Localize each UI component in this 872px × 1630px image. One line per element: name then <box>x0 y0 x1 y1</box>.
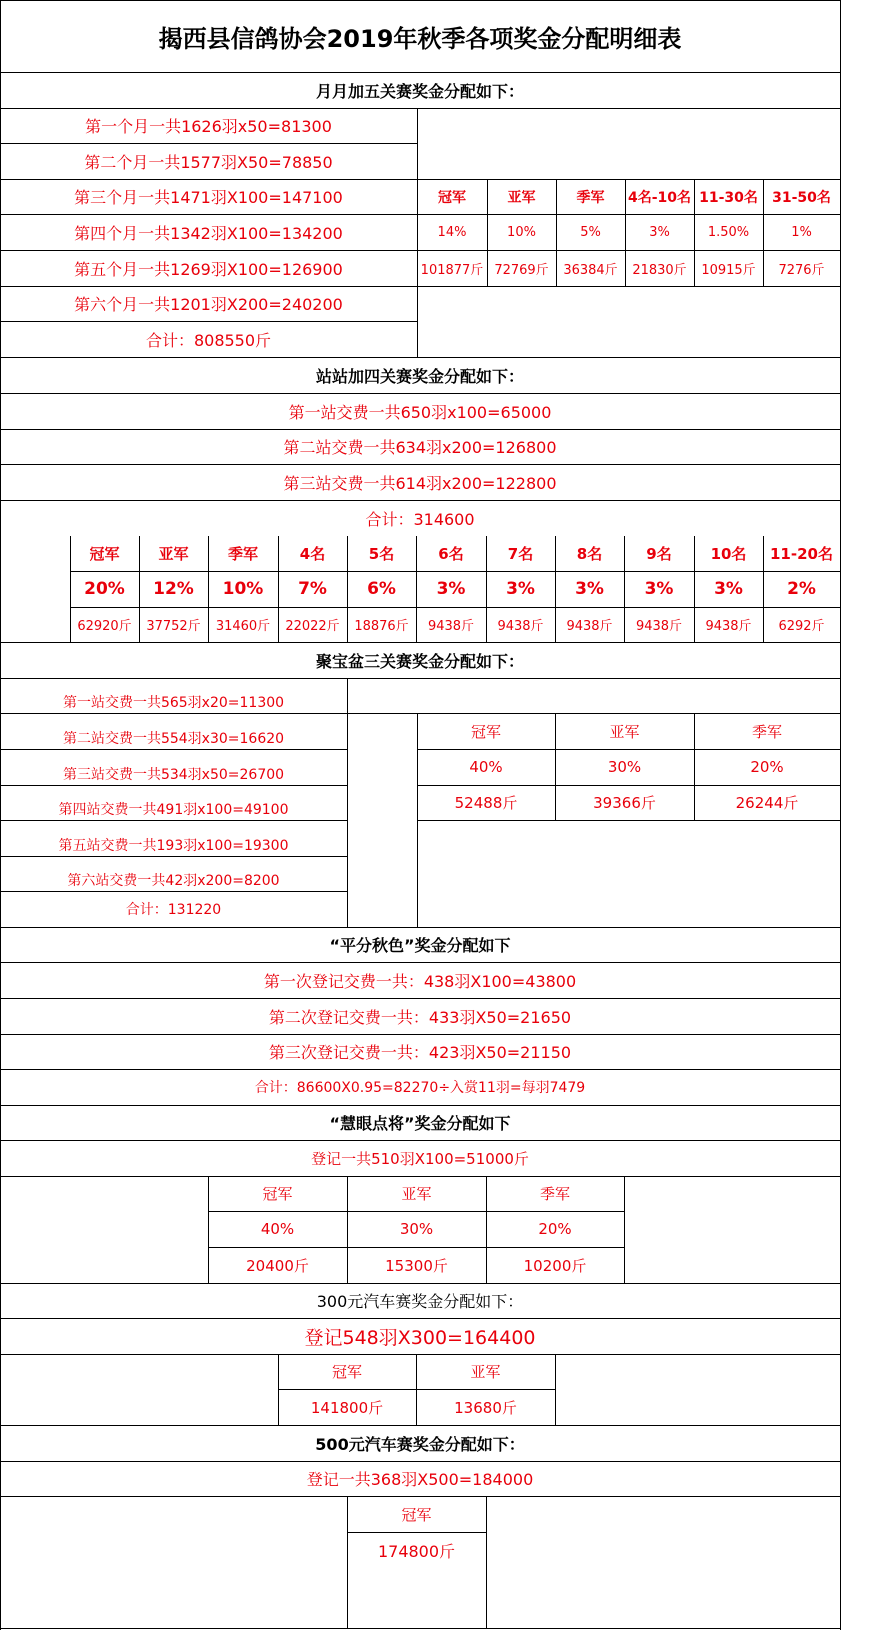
section7-heading: 500元汽车赛奖金分配如下： <box>315 1434 525 1454</box>
section2-rank-amount: 9438斤 <box>635 619 683 634</box>
section2-rank-pct: 3% <box>644 579 674 599</box>
section3-rank-amount: 52488斤 <box>454 794 518 812</box>
section3-heading: 聚宝盆三关赛奖金分配如下： <box>315 651 524 671</box>
section1-rank-header: 11-30名 <box>699 189 758 206</box>
section7-registration: 登记一共368羽X500=184000 <box>306 1470 534 1489</box>
section2-rank-pct: 10% <box>222 579 264 599</box>
section5-rank-amount: 20400斤 <box>246 1256 309 1275</box>
section5-rank-amount: 10200斤 <box>523 1256 587 1275</box>
grid-line <box>0 678 841 679</box>
section5-rank-header: 亚军 <box>401 1185 432 1203</box>
section2-rank-header: 10名 <box>710 545 747 563</box>
section1-month-row: 第五个月一共1269羽X100=126900 <box>74 259 343 279</box>
section1-month-row: 第三个月一共1471羽X100=147100 <box>74 188 343 207</box>
grid-line <box>840 0 841 1630</box>
section2-rank-header: 季军 <box>227 545 258 563</box>
section1-rank-pct: 14% <box>437 224 467 240</box>
section2-rank-amount: 6292斤 <box>778 619 825 634</box>
section1-rank-pct: 10% <box>507 224 536 240</box>
section2-rank-header: 6名 <box>438 545 464 563</box>
section1-month-row: 第六个月一共1201羽X200=240200 <box>74 295 343 314</box>
grid-line <box>417 820 841 821</box>
section3-rank-amount: 39366斤 <box>593 794 656 812</box>
section3-rank-pct: 30% <box>607 758 642 776</box>
section3-station-row: 第六站交费一共42羽x200=8200 <box>67 873 280 889</box>
grid-line <box>624 1176 625 1284</box>
section5-rank-pct: 40% <box>260 1220 295 1238</box>
section1-month-row: 第二个月一共1577羽X50=78850 <box>84 152 333 172</box>
section1-rank-header: 31-50名 <box>772 189 831 206</box>
section2-rank-header: 冠军 <box>89 545 120 563</box>
grid-line <box>0 143 418 144</box>
section2-rank-amount: 37752斤 <box>146 619 201 634</box>
section2-rank-pct: 12% <box>153 579 194 599</box>
section2-rank-header: 7名 <box>507 545 534 563</box>
section2-station-row: 第一站交费一共650羽x100=65000 <box>288 402 552 422</box>
section5-rank-pct: 20% <box>538 1220 572 1238</box>
section2-rank-amount: 9438斤 <box>566 619 613 634</box>
section2-rank-pct: 3% <box>506 579 535 599</box>
page-title: 揭西县信鸽协会2019年秋季各项奖金分配明细表 <box>158 24 682 53</box>
section2-station-row: 第三站交费一共614羽x200=122800 <box>283 473 557 493</box>
section6-heading: 300元汽车赛奖金分配如下： <box>316 1292 524 1311</box>
section1-rank-header: 季军 <box>576 189 605 206</box>
section6-rank-amount: 13680斤 <box>454 1398 517 1417</box>
section2-rank-pct: 6% <box>367 579 396 599</box>
section3-station-row: 第三站交费一共534羽x50=26700 <box>62 766 285 783</box>
section3-rank-header: 季军 <box>751 722 782 741</box>
section3-rank-header: 亚军 <box>609 722 640 741</box>
grid-line <box>417 286 841 287</box>
section1-rank-header: 冠军 <box>438 189 466 206</box>
section1-rank-pct: 1% <box>791 224 812 240</box>
section2-station-row: 第二站交费一共634羽x200=126800 <box>283 438 557 457</box>
section2-rank-header: 亚军 <box>158 545 189 563</box>
section6-rank-header: 冠军 <box>331 1363 362 1381</box>
section2-rank-amount: 9438斤 <box>705 619 752 634</box>
grid-line <box>347 678 348 928</box>
grid-line <box>0 820 348 821</box>
section1-rank-amount: 72769斤 <box>494 262 549 278</box>
section2-rank-pct: 2% <box>787 579 816 599</box>
section5-rank-amount: 15300斤 <box>385 1256 448 1275</box>
section3-station-row: 第五站交费一共193羽x100=19300 <box>58 837 289 854</box>
section1-rank-amount: 101877斤 <box>420 262 484 278</box>
section2-rank-amount: 9438斤 <box>497 619 544 634</box>
section7-rank-amount: 174800斤 <box>377 1541 456 1561</box>
section2-rank-pct: 7% <box>298 579 327 599</box>
section2-heading: 站站加四关赛奖金分配如下： <box>315 366 524 386</box>
section3-station-row: 第四站交费一共491羽x100=49100 <box>58 802 289 818</box>
section2-rank-header: 9名 <box>646 545 672 563</box>
section6-rank-amount: 141800斤 <box>310 1398 384 1417</box>
section2-rank-pct: 20% <box>84 579 125 599</box>
section1-rank-amount: 36384斤 <box>563 262 618 278</box>
section3-station-row: 第二站交费一共554羽x30=16620 <box>62 731 285 747</box>
section1-month-row: 第一个月一共1626羽x50=81300 <box>85 117 332 136</box>
section2-rank-amount: 22022斤 <box>285 619 340 634</box>
section2-rank-pct: 3% <box>436 579 466 599</box>
section4-registration-row: 第三次登记交费一共：423羽X50=21150 <box>268 1043 572 1062</box>
section3-rank-pct: 40% <box>469 758 503 776</box>
section2-rank-amount: 9438斤 <box>427 619 475 634</box>
section7-rank-header: 冠军 <box>401 1505 432 1524</box>
section3-station-row: 第一站交费一共565羽x20=11300 <box>62 695 285 711</box>
section2-rank-header: 8名 <box>576 545 603 563</box>
grid-line <box>0 856 348 857</box>
grid-line <box>0 321 418 322</box>
section2-rank-amount: 62920斤 <box>77 619 132 634</box>
grid-line <box>0 286 418 287</box>
section1-rank-header: 亚军 <box>507 189 536 206</box>
section6-rank-header: 亚军 <box>470 1363 501 1381</box>
section1-rank-header: 4名-10名 <box>627 189 692 206</box>
grid-line <box>0 749 348 750</box>
section5-rank-header: 冠军 <box>262 1185 293 1203</box>
section4-total: 合计：86600X0.95=82270÷入赏11羽=每羽7479 <box>254 1080 586 1096</box>
section4-registration-row: 第二次登记交费一共：433羽X50=21650 <box>268 1007 572 1027</box>
section1-total: 合计：808550斤 <box>145 330 272 350</box>
section1-rank-amount: 21830斤 <box>632 262 687 278</box>
section1-rank-amount: 10915斤 <box>701 262 756 278</box>
grid-line <box>555 1354 556 1426</box>
section2-rank-header: 11-20名 <box>770 545 833 563</box>
grid-line <box>486 1496 487 1629</box>
section5-heading: “慧眼点将”奖金分配如下 <box>329 1114 511 1133</box>
section1-heading: 月月加五关赛奖金分配如下： <box>315 81 524 101</box>
grid-line <box>0 214 418 215</box>
section3-total: 合计：131220 <box>125 902 222 918</box>
section1-rank-pct: 3% <box>649 224 670 240</box>
section6-registration: 登记548羽X300=164400 <box>304 1326 536 1349</box>
grid-line <box>0 785 348 786</box>
section2-rank-amount: 18876斤 <box>354 619 409 634</box>
section2-rank-amount: 31460斤 <box>215 619 271 634</box>
section1-month-row: 第四个月一共1342羽X100=134200 <box>74 223 343 243</box>
section4-heading: “平分秋色”奖金分配如下 <box>329 936 511 955</box>
grid-line <box>0 250 418 251</box>
section2-rank-header: 5名 <box>368 545 395 563</box>
section1-rank-amount: 7276斤 <box>778 262 825 278</box>
section1-rank-pct: 1.50% <box>707 224 750 240</box>
section2-rank-header: 4名 <box>299 545 326 563</box>
section5-rank-pct: 30% <box>399 1220 434 1238</box>
section2-total: 合计：314600 <box>365 509 475 529</box>
section5-rank-header: 季军 <box>539 1185 570 1203</box>
grid-line <box>0 713 348 714</box>
section1-rank-pct: 5% <box>580 224 601 240</box>
section4-registration-row: 第一次登记交费一共：438羽X100=43800 <box>263 971 577 991</box>
section2-rank-pct: 3% <box>714 579 743 599</box>
section3-rank-header: 冠军 <box>470 722 501 741</box>
section5-registration: 登记一共510羽X100=51000斤 <box>311 1149 529 1168</box>
section3-rank-amount: 26244斤 <box>735 794 799 812</box>
section2-rank-pct: 3% <box>575 579 604 599</box>
section3-rank-pct: 20% <box>750 758 784 776</box>
